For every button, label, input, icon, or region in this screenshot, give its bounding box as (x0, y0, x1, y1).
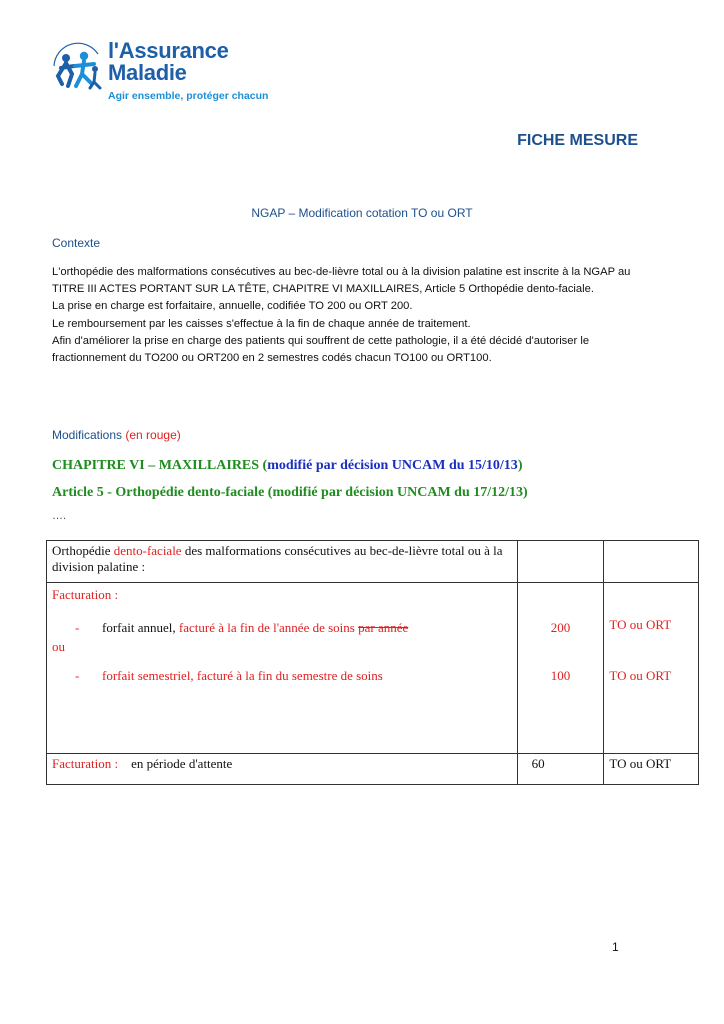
table-cell-codes (604, 583, 699, 754)
row2-item1 (52, 618, 512, 637)
chapter-uncam-note: modifié par décision UNCAM du 15/10/13 (267, 458, 518, 473)
row2-item1-code: TO ou ORT (609, 617, 672, 632)
row2-item1-strike: par année (358, 620, 409, 635)
table-cell-waiting (47, 754, 518, 785)
logo-brand-line1: l'Assurance (108, 38, 229, 63)
assurance-maladie-logo (48, 36, 268, 106)
chapter-title (52, 458, 522, 474)
seal-figures-icon (48, 36, 106, 102)
logo-tagline: Agir ensemble, protéger chacun (108, 90, 269, 102)
document-type-title: FICHE MESURE (517, 132, 638, 149)
row2-item1-plain: forfait annuel, (102, 620, 179, 635)
ellipsis: …. (52, 510, 67, 522)
row2-connector: ou (52, 639, 65, 654)
contexte-line-4: Afin d'améliorer la prise en charge des patients qui souffrent de cette pathologie, il a été décidé d'autoriser le fractionnement du TO200 ou ORT200 en 2 semestres codés chacun TO100 ou ORT100. (52, 334, 590, 365)
article-close: ) (523, 485, 528, 500)
document-subject: NGAP – Modification cotation TO ou ORT (251, 206, 473, 220)
row1-text-after: des malformations consécutives au bec-de-lièvre total ou à la division palatine : (52, 543, 503, 574)
row2-item2-text: forfait semestriel, facturé à la fin du semestre de soins (102, 668, 383, 683)
row2-label: Facturation : (52, 587, 119, 602)
table-cell-empty (517, 541, 604, 583)
bullet-dash: - (75, 668, 80, 683)
row2-item1-red: facturé à la fin de l'année de soins (178, 620, 359, 635)
row2-item1-value: 200 (550, 620, 571, 635)
logo-brand-line2: Maladie (108, 60, 187, 85)
row2-item2-code: TO ou ORT (609, 668, 672, 683)
modifications-heading-text: Modifications (52, 428, 123, 442)
table-row (47, 754, 699, 785)
article-title-text: Article 5 - Orthopédie dento-faciale ( (52, 485, 273, 500)
table-cell-billing (47, 583, 518, 754)
modifications-heading-note: (en rouge) (125, 428, 181, 442)
table-row (47, 583, 699, 754)
article-title (52, 485, 528, 501)
page-number: 1 (612, 940, 619, 954)
contexte-line-2: La prise en charge est forfaitaire, annuelle, codifiée TO 200 ou ORT 200. (52, 300, 413, 313)
table-row (47, 541, 699, 583)
row3-text: en période d'attente (131, 756, 233, 771)
bullet-dash: - (75, 620, 80, 635)
contexte-line-3: Le remboursement par les caisses s'effectue à la fin de chaque année de traitement. (52, 317, 471, 330)
table-cell-empty (604, 541, 699, 583)
row2-item2-value: 100 (550, 668, 571, 683)
logo-brand (108, 40, 229, 84)
contexte-heading: Contexte (52, 236, 101, 250)
row1-text-red: dento-faciale (113, 543, 182, 558)
chapter-close: ) (517, 458, 523, 473)
contexte-paragraph (52, 264, 642, 367)
modifications-heading (52, 428, 181, 442)
measure-table (46, 540, 699, 785)
chapter-title-text: CHAPITRE VI – MAXILLAIRES ( (52, 458, 268, 473)
table-cell-description (47, 541, 518, 583)
row3-value: 60 (517, 754, 604, 785)
row3-label: Facturation : (52, 756, 119, 771)
table-cell-values (517, 583, 604, 754)
row3-code: TO ou ORT (604, 754, 699, 785)
article-uncam-note: modifié par décision UNCAM du 17/12/13 (272, 485, 524, 500)
contexte-line-1: L'orthopédie des malformations consécutives au bec-de-lièvre total ou à la division palatine est inscrite à la NGAP au TITRE III ACTES PORTANT SUR LA TÊTE, CHAPITRE VI MAXILLAIRES, Article 5 Orthopédie dento-faciale. (52, 266, 631, 296)
row1-text-before: Orthopédie (52, 543, 114, 558)
row2-item2 (52, 666, 512, 685)
